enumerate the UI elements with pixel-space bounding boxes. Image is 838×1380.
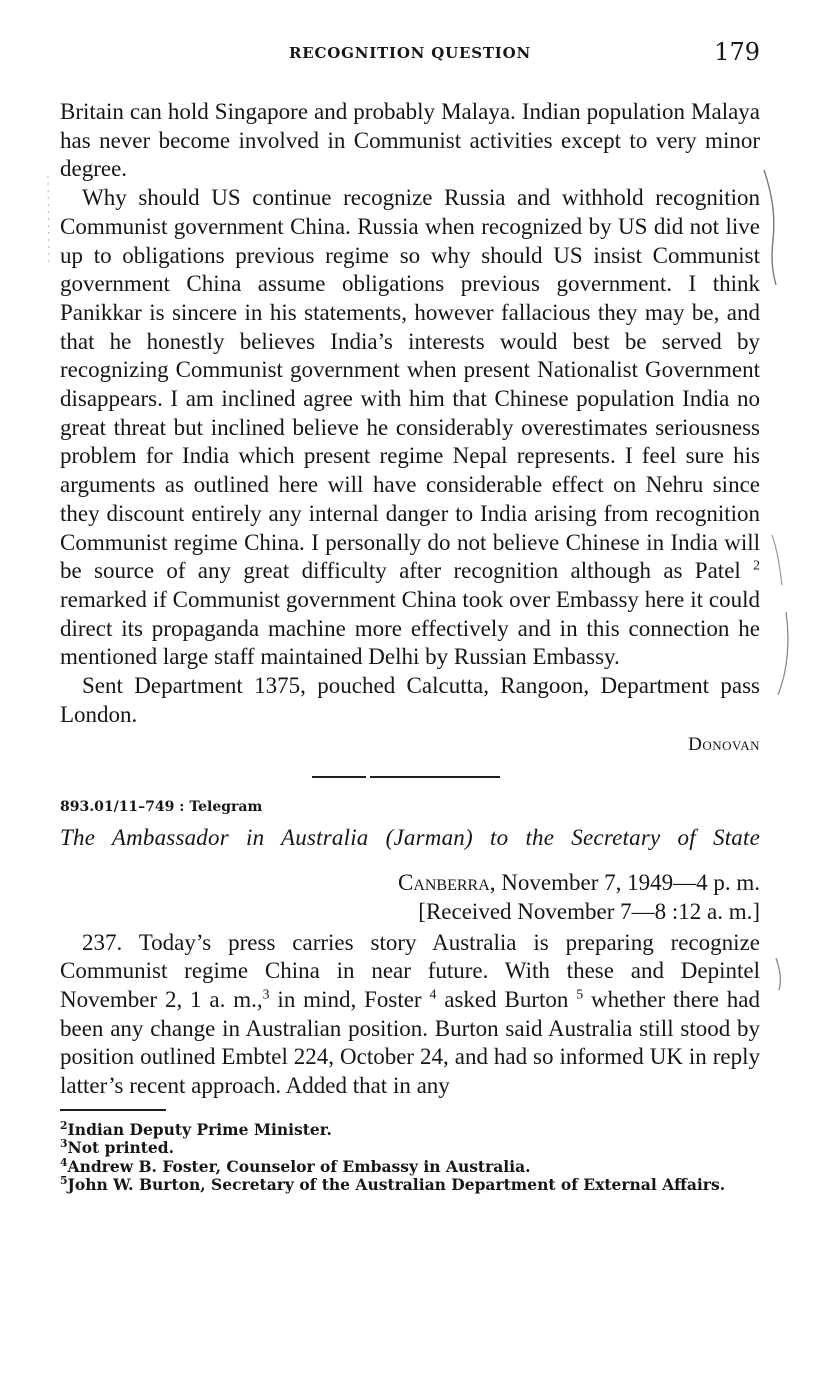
footnote-rule — [60, 1109, 166, 1111]
body-paragraph: 237. Today’s press carries story Australia is preparing recognize Communist regime China in near future. With these and Depintel November 2, 1 a. m.,$^3$ in mind, Foster $^4$ asked Burton $^5$ whether there had been any change in Australian position. Burton said Australia still stood by position outlined Embtel 224, October 24, and had so informed UK in reply latter’s recent approach. Added that in any — [60, 929, 761, 1099]
body-paragraph: Britain can hold Singapore and probably Malaya. Indian population Malaya has never become involved in Communist activities except to very minor degree. — [60, 99, 760, 182]
footnote-reference: 2 — [753, 557, 761, 573]
paragraph-text: Why should US continue recognize Russia and withhold recognition Communist government China. Russia when recognized by US did not live up to obligations previous regime so why should US insist Communist government China assume obligations previous government. I think Panikkar is sincere in his statements, however fallacious they may be, and that he honestly believes India’s interests would best be served by recognizing Communist government when present Nationalist Government disappears. I am inclined agree with him that Chinese population India no great threat but inclined believe he considerably overestimates seriousness problem for India which present regime Nepal represents. I feel sure his arguments as outlined here will have considerable effect on Nehru since they discount entirely any internal danger to India arising from recognition Communist regime China. I personally do not believe Chinese in India will be source of any great difficulty after recognition although as Patel — [60, 185, 760, 584]
footnote-reference: 4 — [429, 986, 437, 1002]
running-head — [60, 0, 760, 98]
body-paragraph — [60, 184, 760, 672]
footnote-reference: 5 — [576, 986, 584, 1002]
running-title: RECOGNITION QUESTION — [289, 44, 531, 62]
dateline — [60, 869, 760, 926]
footnote: $^3$Not printed. — [60, 1137, 175, 1158]
file-reference: 893.01/11–749 : Telegram — [60, 799, 263, 816]
footnotes — [60, 1118, 760, 1195]
footnote-reference: 3 — [262, 986, 270, 1002]
received-line: [Received November 7—8 :12 a. m.] — [418, 898, 760, 924]
dateline-place: Canberra — [397, 870, 490, 896]
dateline-date: , November 7, 1949—4 p. m. — [489, 870, 760, 896]
page-number: 179 — [714, 38, 760, 66]
footnote: $^5$John W. Burton, Secretary of the Australian Department of External Affairs. — [60, 1174, 726, 1195]
section-divider — [60, 760, 760, 786]
signature: Donovan — [688, 734, 760, 756]
footnote: $^4$Andrew B. Foster, Counselor of Embassy in Australia. — [60, 1155, 531, 1176]
document-title: The Ambassador in Australia (Jarman) to the Secretary of State — [60, 825, 760, 851]
section-donovan-telegram — [60, 98, 760, 760]
paragraph-text: remarked if Communist government China took over Embassy here it could direct its propaganda machine more effectively and in this connection he mentioned large staff maintained Delhi by Russian Embassy. — [60, 586, 760, 670]
section-jarman-telegram — [60, 799, 760, 1101]
footnote: $^2$Indian Deputy Prime Minister. — [60, 1118, 332, 1139]
body-paragraph: Sent Department 1375, pouched Calcutta, Rangoon, Department pass London. — [60, 673, 760, 727]
